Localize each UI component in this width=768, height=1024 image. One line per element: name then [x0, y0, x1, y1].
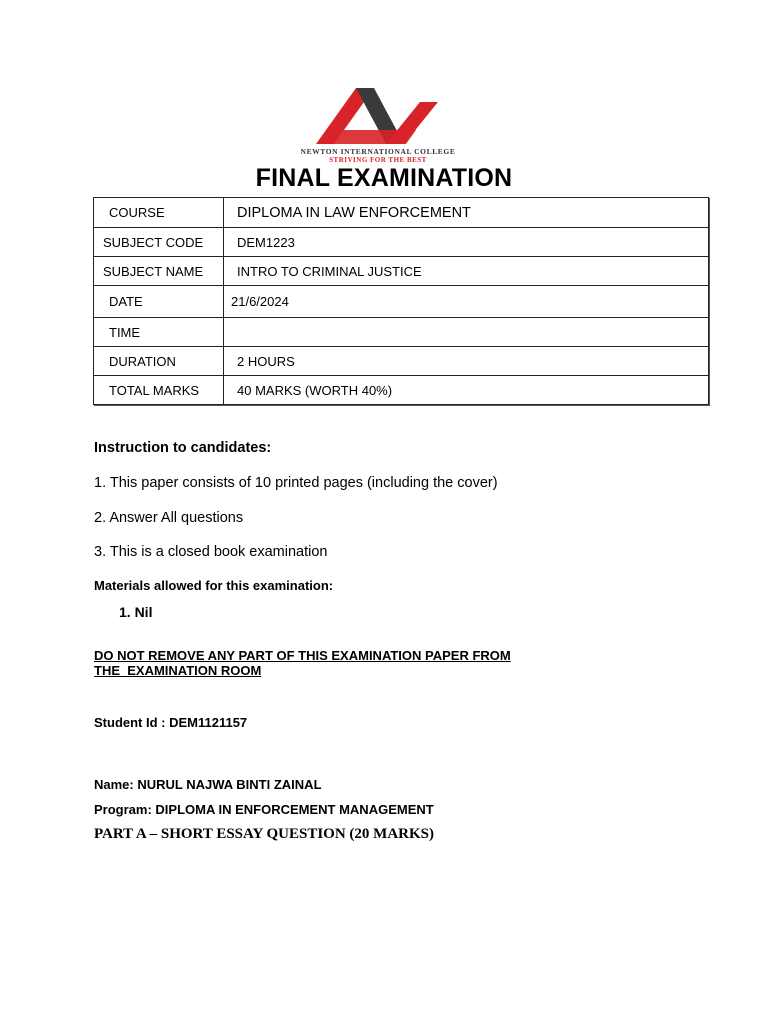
instructions-heading: Instruction to candidates:	[94, 440, 272, 456]
exam-info-table	[93, 197, 709, 405]
warning-line-1: DO NOT REMOVE ANY PART OF THIS EXAMINATION PAPER FROM	[94, 648, 511, 663]
student-program: Program: DIPLOMA IN ENFORCEMENT MANAGEMENT	[94, 802, 434, 817]
materials-heading: Materials allowed for this examination:	[94, 578, 334, 593]
materials-item: 1. Nil	[119, 604, 153, 620]
row-label: TIME	[94, 318, 224, 347]
row-value	[224, 318, 709, 347]
table-row	[94, 318, 709, 347]
row-label: DATE	[94, 286, 224, 318]
instruction-item: 3. This is a closed book examination	[94, 544, 328, 560]
part-a-heading: PART A – SHORT ESSAY QUESTION (20 MARKS)	[94, 826, 434, 842]
warning-line-2: THE EXAMINATION ROOM	[94, 663, 262, 678]
student-name: Name: NURUL NAJWA BINTI ZAINAL	[94, 777, 322, 792]
table-row	[94, 286, 709, 318]
page-title: FINAL EXAMINATION	[255, 164, 513, 192]
table-row	[94, 257, 709, 286]
college-tagline: STRIVING FOR THE BEST	[329, 156, 427, 164]
college-logo	[272, 86, 484, 166]
row-label: SUBJECT CODE	[94, 228, 224, 257]
row-value: INTRO TO CRIMINAL JUSTICE	[224, 257, 709, 286]
row-label: TOTAL MARKS	[94, 376, 224, 405]
row-label: COURSE	[94, 198, 224, 228]
row-value: 21/6/2024	[224, 286, 709, 318]
college-name: NEWTON INTERNATIONAL COLLEGE	[300, 147, 456, 156]
warning-notice	[94, 648, 594, 678]
table-row	[94, 198, 709, 228]
row-label: DURATION	[94, 347, 224, 376]
table-row	[94, 376, 709, 405]
instruction-item: 2. Answer All questions	[94, 510, 244, 526]
row-label: SUBJECT NAME	[94, 257, 224, 286]
logo-mark-icon	[272, 86, 484, 148]
row-value: 2 HOURS	[224, 347, 709, 376]
row-value: DIPLOMA IN LAW ENFORCEMENT	[224, 198, 709, 228]
table-row	[94, 228, 709, 257]
student-id: Student Id : DEM1121157	[94, 715, 248, 730]
table-row	[94, 347, 709, 376]
row-value: 40 MARKS (WORTH 40%)	[224, 376, 709, 405]
instruction-item: 1. This paper consists of 10 printed pages (including the cover)	[94, 475, 498, 491]
row-value: DEM1223	[224, 228, 709, 257]
